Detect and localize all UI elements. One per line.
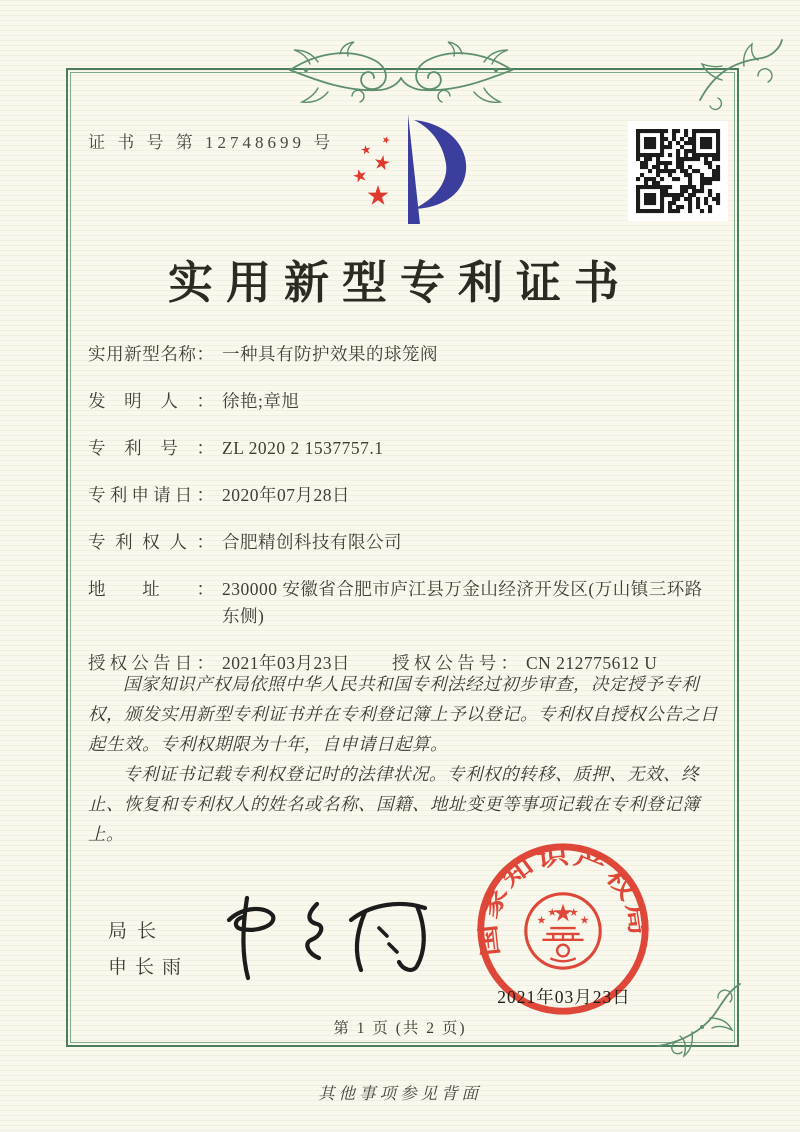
field-value: 一种具有防护效果的球笼阀	[222, 344, 438, 364]
legal-paragraph-1: 国家知识产权局依照中华人民共和国专利法经过初步审查，决定授予专利权，颁发实用新型专利证书并在专利登记簿上予以登记。专利权自授权公告之日起生效。专利权期限为十年，自申请日起算。	[88, 674, 718, 754]
field-value: ZL 2020 2 1537757.1	[222, 438, 384, 458]
signature-handwriting	[213, 878, 438, 990]
legal-text	[88, 669, 720, 849]
field-value: 合肥精创科技有限公司	[222, 532, 402, 552]
field-label: 地址：	[88, 579, 214, 599]
field-value: 2020年07月28日	[222, 485, 350, 505]
field-label: 授权公告日：	[88, 653, 214, 673]
field-row-filing-date	[88, 482, 722, 509]
field-row-inventor	[88, 388, 722, 415]
field-row-patent-number	[88, 435, 722, 462]
field-row-address	[88, 576, 722, 630]
field-value: 2021年03月23日	[222, 653, 350, 673]
page-number: 第 1 页 (共 2 页)	[333, 1020, 467, 1037]
field-label: 实用新型名称：	[88, 344, 214, 364]
certificate-fields	[88, 341, 722, 677]
seal-text: 国家知识产权局	[476, 844, 650, 958]
field-label: 发明人：	[88, 391, 214, 411]
seal-date: 2021年03月23日	[497, 987, 631, 1007]
field-label: 专利申请日：	[88, 485, 214, 505]
field-label: 专利号：	[88, 438, 214, 458]
field-value: 230000 安徽省合肥市庐江县万金山经济开发区(万山镇三环路东侧)	[222, 579, 703, 626]
field-label: 授权公告号：	[392, 653, 518, 673]
commissioner-name: 申长雨	[108, 957, 190, 978]
cnipa-logo-icon	[336, 106, 478, 238]
certificate-number: 证 书 号 第 12748699 号	[88, 133, 335, 152]
field-row-name	[88, 341, 722, 368]
field-row-patentee	[88, 529, 722, 556]
commissioner-title: 局长	[108, 921, 167, 942]
legal-paragraph-2: 专利证书记载专利权登记时的法律状况。专利权的转移、质押、无效、终止、恢复和专利权人的姓名或名称、国籍、地址变更等事项记载在专利登记簿上。	[88, 764, 700, 844]
certificate-title: 实用新型专利证书	[167, 258, 632, 308]
qr-code-icon	[628, 121, 728, 221]
back-side-note: 其他事项参见背面	[318, 1084, 482, 1103]
field-label: 专利权人：	[88, 532, 214, 552]
field-value: CN 212775612 U	[526, 653, 658, 673]
field-value: 徐艳;章旭	[222, 391, 300, 411]
